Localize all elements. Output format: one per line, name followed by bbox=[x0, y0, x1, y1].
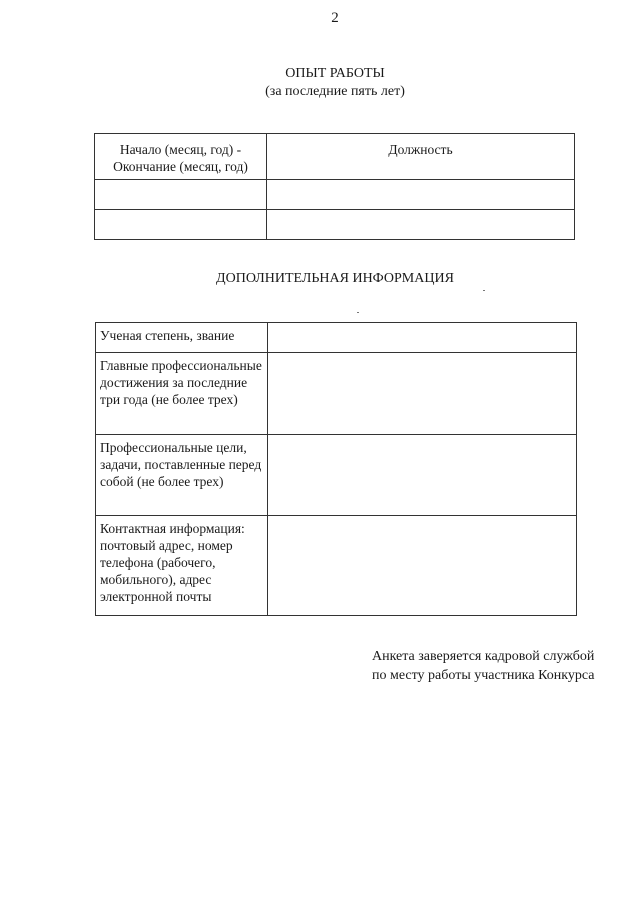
row-value-achievements[interactable] bbox=[268, 353, 577, 435]
scan-speck bbox=[483, 290, 485, 291]
column-header-position: Должность bbox=[267, 134, 575, 180]
certification-line: Анкета заверяется кадровой службой bbox=[372, 649, 595, 664]
table-row bbox=[96, 323, 577, 353]
page-number: 2 bbox=[331, 10, 339, 26]
table-row bbox=[96, 435, 577, 516]
table-row bbox=[96, 353, 577, 435]
row-label-achievements: Главные профессиональные достижения за последние три года (не более трех) bbox=[96, 353, 268, 435]
certification-note bbox=[372, 647, 594, 685]
table-cell-position[interactable] bbox=[267, 210, 575, 240]
table-row bbox=[96, 516, 577, 616]
certification-line: по месту работы участника Конкурса bbox=[372, 668, 595, 683]
row-label-goals: Профессиональные цели, задачи, поставленные перед собой (не более трех) bbox=[96, 435, 268, 516]
additional-info-title: ДОПОЛНИТЕЛЬНАЯ ИНФОРМАЦИЯ bbox=[216, 271, 454, 286]
column-header-period: Начало (месяц, год) - Окончание (месяц, год) bbox=[95, 134, 267, 180]
table-row bbox=[95, 210, 575, 240]
additional-info-table bbox=[95, 322, 577, 616]
table-header-row bbox=[95, 134, 575, 180]
row-value-degree[interactable] bbox=[268, 323, 577, 353]
table-cell-period[interactable] bbox=[95, 180, 267, 210]
table-cell-period[interactable] bbox=[95, 210, 267, 240]
table-row bbox=[95, 180, 575, 210]
work-experience-title: ОПЫТ РАБОТЫ bbox=[285, 66, 385, 81]
scan-speck bbox=[357, 312, 359, 313]
table-cell-position[interactable] bbox=[267, 180, 575, 210]
work-experience-table bbox=[94, 133, 575, 240]
row-label-degree: Ученая степень, звание bbox=[96, 323, 268, 353]
work-experience-subtitle: (за последние пять лет) bbox=[265, 84, 405, 99]
row-value-goals[interactable] bbox=[268, 435, 577, 516]
row-label-contacts: Контактная информация: почтовый адрес, номер телефона (рабочего, мобильного), адрес электронной почты bbox=[96, 516, 268, 616]
row-value-contacts[interactable] bbox=[268, 516, 577, 616]
